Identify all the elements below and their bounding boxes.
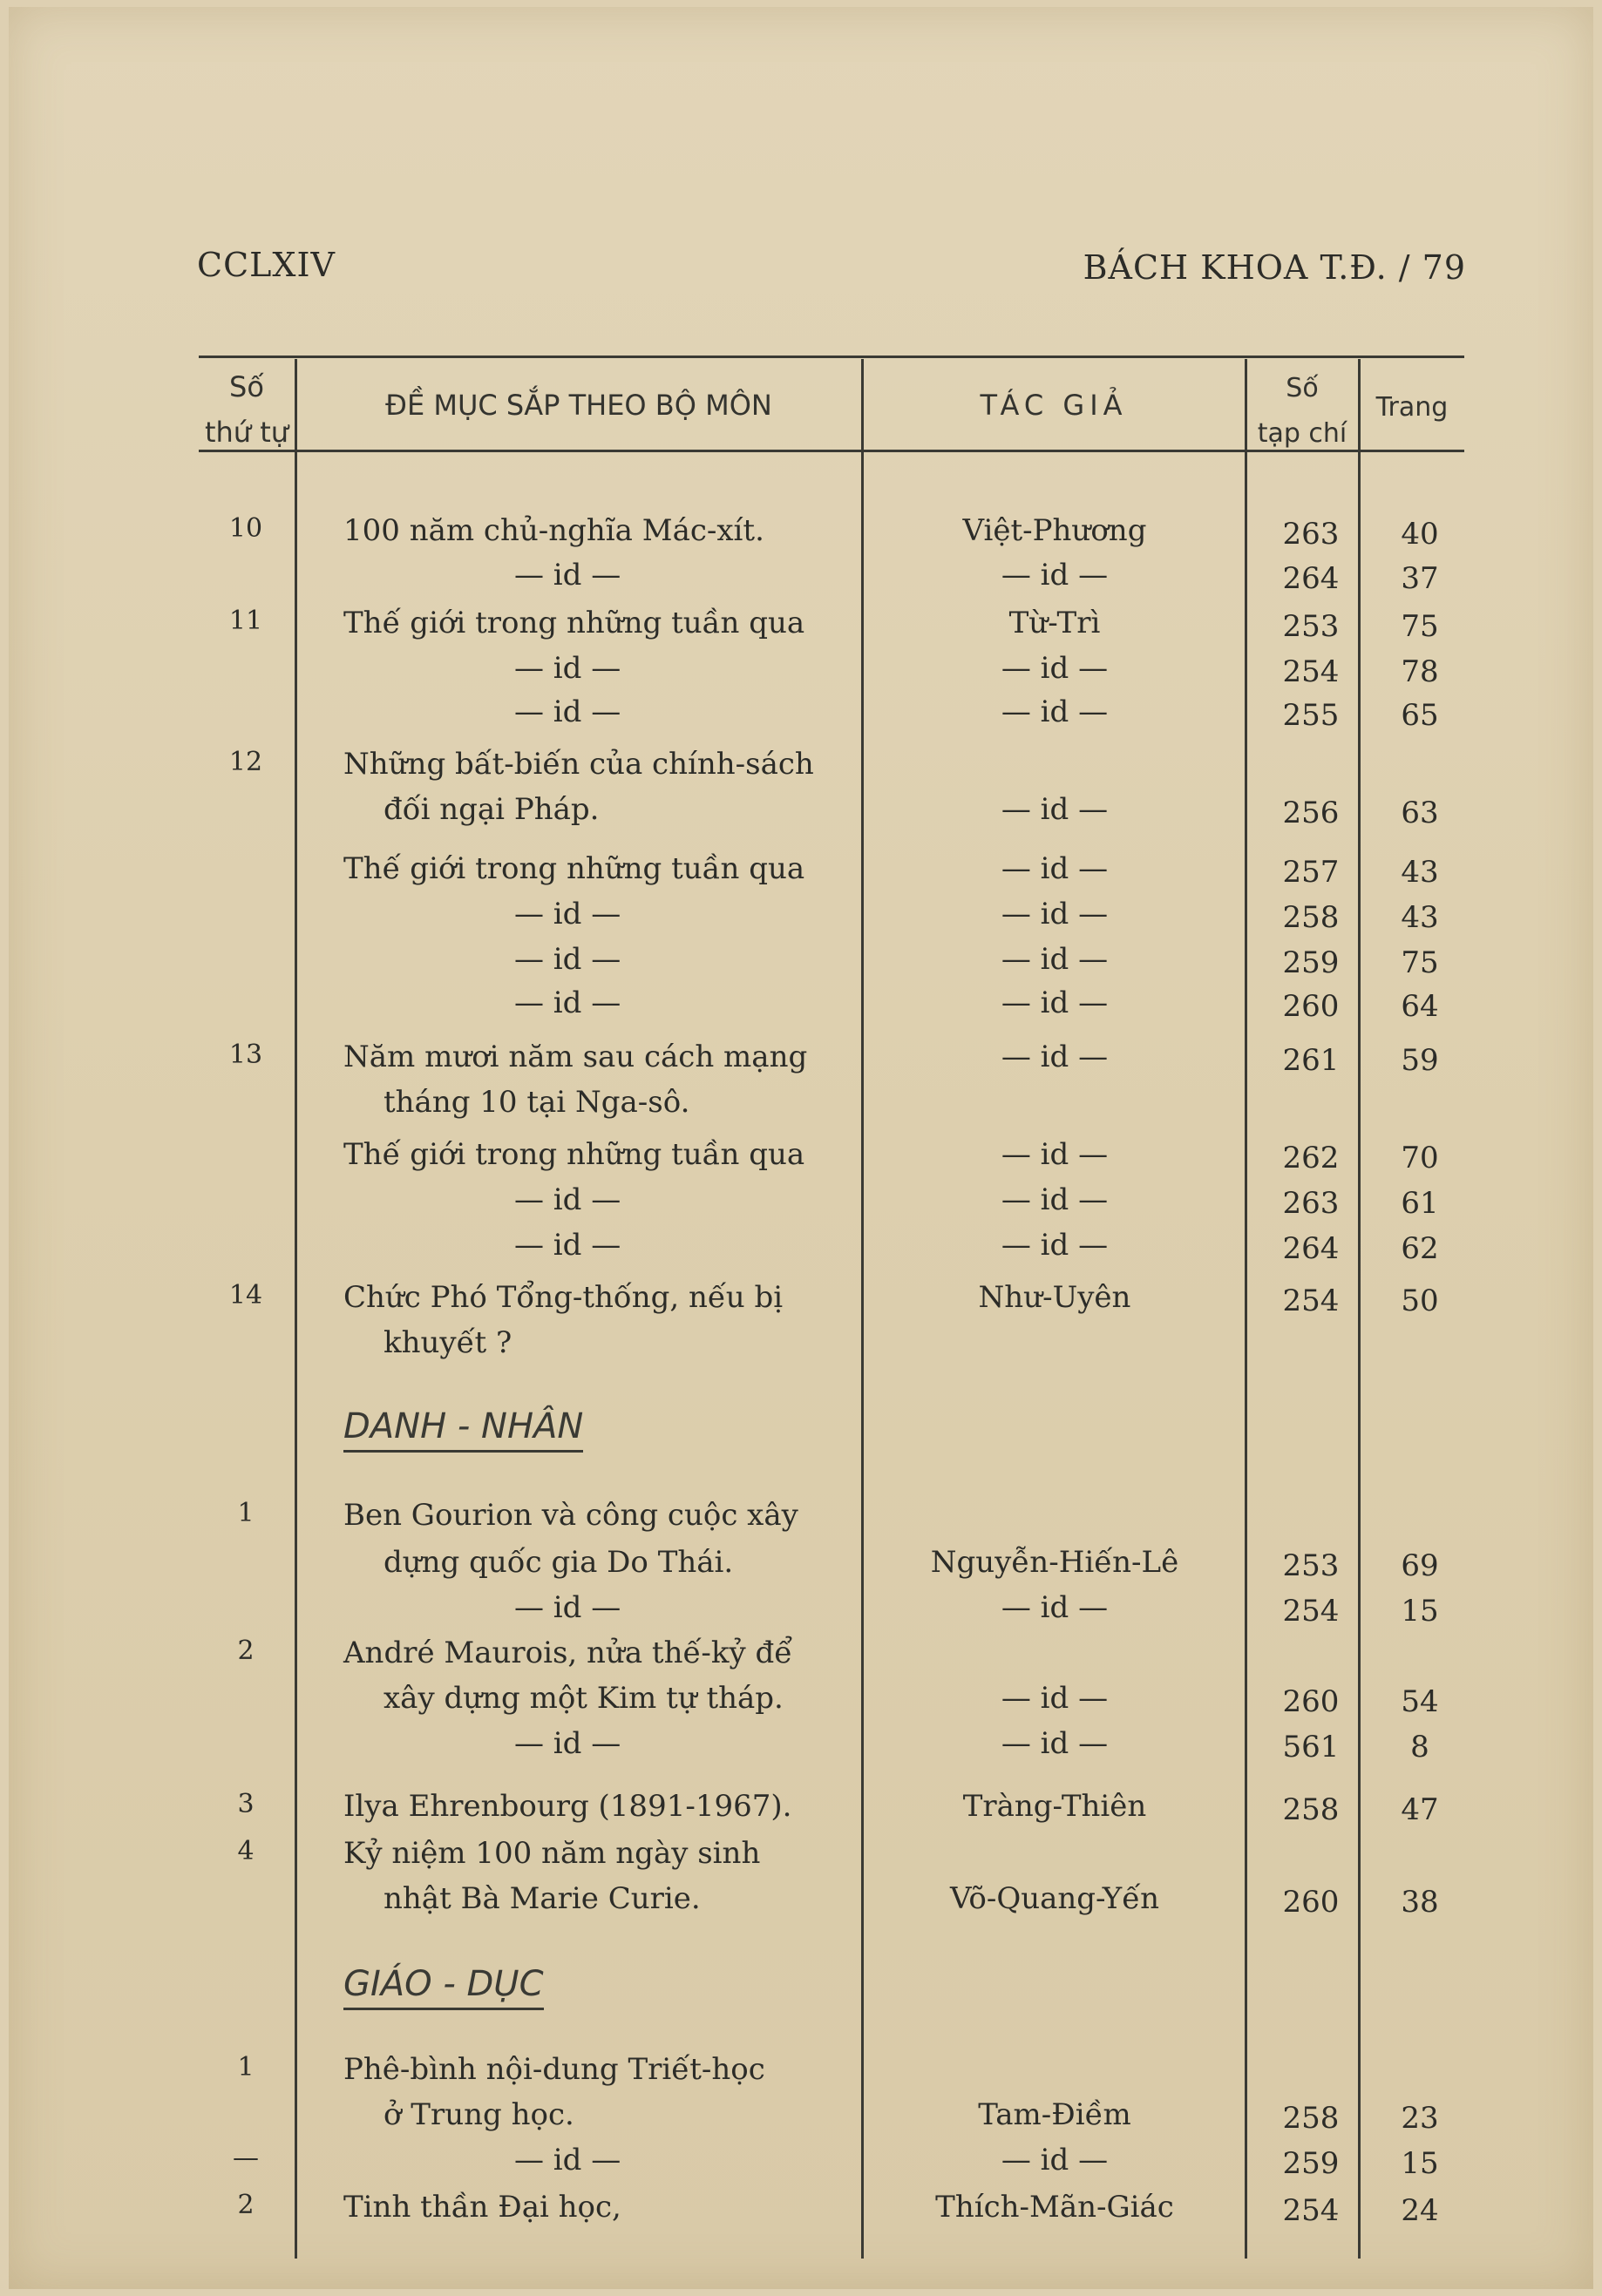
page-number: 50 — [1401, 1283, 1439, 1318]
entry-number: 2 — [237, 1636, 255, 1666]
page-roman-numeral: CCLXIV — [197, 246, 336, 284]
issue-number: 259 — [1282, 2146, 1340, 2181]
page-number: 15 — [1401, 1594, 1439, 1629]
page-number: 70 — [1401, 1141, 1439, 1175]
entry-author: Như-Uyên — [978, 1280, 1131, 1315]
table-top-rule — [199, 356, 1464, 358]
column-divider — [1245, 359, 1247, 2259]
entry-author: — id — — [1001, 1182, 1109, 1217]
entry-title: đối ngại Pháp. — [384, 792, 600, 827]
entry-author: Thích-Mãn-Giác — [935, 2190, 1174, 2225]
page-number: 15 — [1401, 2146, 1439, 2181]
entry-title: — id — — [514, 985, 621, 1020]
entry-title: — id — — [514, 1182, 621, 1217]
entry-number: 11 — [228, 606, 263, 636]
col-header-author: TÁC GIẢ — [980, 389, 1128, 422]
issue-number: 255 — [1282, 698, 1340, 733]
col-header-title: ĐỀ MỤC SẮP THEO BỘ MÔN — [385, 389, 772, 422]
entry-title: André Maurois, nửa thế-kỷ để — [343, 1636, 793, 1670]
entry-number: 12 — [228, 747, 263, 777]
entry-title: — id — — [514, 558, 621, 593]
column-divider — [861, 359, 864, 2259]
issue-number: 261 — [1282, 1043, 1340, 1078]
issue-number: 561 — [1282, 1730, 1340, 1764]
issue-number: 254 — [1282, 654, 1340, 689]
issue-number: 260 — [1282, 1684, 1340, 1719]
page-number: 43 — [1401, 855, 1439, 890]
page-number: 69 — [1401, 1548, 1439, 1583]
entry-author: — id — — [1001, 2143, 1109, 2177]
running-header: BÁCH KHOA T.Đ. / 79 — [1083, 248, 1466, 287]
entry-author: Việt-Phương — [962, 513, 1147, 548]
issue-number: 264 — [1282, 561, 1340, 596]
entry-title: Chức Phó Tổng-thống, nếu bị — [343, 1280, 784, 1315]
entry-number: 4 — [237, 1836, 255, 1866]
issue-number: 258 — [1282, 1792, 1340, 1827]
page-number: 64 — [1401, 989, 1439, 1024]
issue-number: 254 — [1282, 2193, 1340, 2228]
entry-title: ở Trung học. — [384, 2097, 574, 2132]
entry-number: 1 — [237, 2052, 255, 2083]
entry-title: Năm mươi năm sau cách mạng — [343, 1040, 808, 1074]
entry-author: — id — — [1001, 651, 1109, 686]
entry-number: 3 — [237, 1789, 255, 1819]
entry-number: 1 — [237, 1498, 255, 1528]
entry-author: Võ-Quang-Yến — [949, 1881, 1160, 1916]
page-number: 40 — [1401, 517, 1439, 552]
page-number: 62 — [1401, 1231, 1439, 1266]
entry-title: Thế giới trong những tuần qua — [343, 606, 805, 640]
issue-number: 256 — [1282, 796, 1340, 830]
entry-title: — id — — [514, 1228, 621, 1263]
page-number: 54 — [1401, 1684, 1439, 1719]
issue-number: 254 — [1282, 1283, 1340, 1318]
entry-title: — id — — [514, 651, 621, 686]
page-number: 78 — [1401, 654, 1439, 689]
issue-number: 257 — [1282, 855, 1340, 890]
entry-author: — id — — [1001, 792, 1109, 827]
issue-number: 258 — [1282, 900, 1340, 935]
page-number: 65 — [1401, 698, 1439, 733]
entry-title: xây dựng một Kim tự tháp. — [384, 1681, 784, 1716]
issue-number: 263 — [1282, 517, 1340, 552]
entry-author: Tràng-Thiên — [962, 1789, 1147, 1824]
col-header-issue: Số tạp chí — [1257, 373, 1347, 449]
entry-title: Tinh thần Đại học, — [343, 2190, 621, 2225]
entry-title: Phê-bình nội-dung Triết-học — [343, 2052, 765, 2087]
entry-author: — id — — [1001, 1040, 1109, 1074]
issue-number: 264 — [1282, 1231, 1340, 1266]
entry-title: tháng 10 tại Nga-sô. — [384, 1085, 690, 1120]
page-number: 75 — [1401, 609, 1439, 644]
page-number: 63 — [1401, 796, 1439, 830]
page-number: 8 — [1410, 1730, 1429, 1764]
entry-title: — id — — [514, 942, 621, 977]
entry-number: 10 — [228, 513, 263, 544]
page-number: 24 — [1401, 2193, 1439, 2228]
entry-title: Kỷ niệm 100 năm ngày sinh — [343, 1836, 761, 1871]
page-number: 23 — [1401, 2101, 1439, 2136]
entry-author: — id — — [1001, 851, 1109, 886]
issue-number: 253 — [1282, 1548, 1340, 1583]
issue-number: 258 — [1282, 2101, 1340, 2136]
entry-title: Ben Gourion và công cuộc xây — [343, 1498, 798, 1533]
entry-title: Những bất-biến của chính-sách — [343, 747, 814, 782]
entry-author: — id — — [1001, 1590, 1109, 1625]
entry-title: Thế giới trong những tuần qua — [343, 851, 805, 886]
entry-title: — id — — [514, 2143, 621, 2177]
page-number: 75 — [1401, 945, 1439, 980]
col-header-page: Trang — [1375, 392, 1449, 423]
entry-author: — id — — [1001, 1726, 1109, 1761]
section-heading: GIÁO - DỤC — [343, 1964, 544, 2010]
page-number: 37 — [1401, 561, 1439, 596]
issue-number: 260 — [1282, 989, 1340, 1024]
entry-title: — id — — [514, 897, 621, 931]
issue-number: 262 — [1282, 1141, 1340, 1175]
column-divider — [295, 359, 297, 2259]
entry-number: 2 — [237, 2190, 255, 2220]
issue-number: 254 — [1282, 1594, 1340, 1629]
entry-author: Từ-Trì — [1008, 606, 1101, 640]
col-header-number: Số thứ tự — [204, 370, 289, 449]
entry-title: Thế giới trong những tuần qua — [343, 1137, 805, 1172]
entry-title: nhật Bà Marie Curie. — [384, 1881, 701, 1916]
entry-author: Tam-Điềm — [978, 2097, 1131, 2132]
entry-author: — id — — [1001, 558, 1109, 593]
page-number: 59 — [1401, 1043, 1439, 1078]
entry-author: — id — — [1001, 1681, 1109, 1716]
entry-title: khuyết ? — [384, 1325, 513, 1360]
page-number: 61 — [1401, 1186, 1439, 1221]
entry-author: — id — — [1001, 1228, 1109, 1263]
section-heading: DANH - NHÂN — [343, 1406, 583, 1453]
entry-title: — id — — [514, 694, 621, 729]
issue-number: 260 — [1282, 1885, 1340, 1920]
page-number: 47 — [1401, 1792, 1439, 1827]
issue-number: 253 — [1282, 609, 1340, 644]
entry-title: — id — — [514, 1590, 621, 1625]
entry-author: — id — — [1001, 897, 1109, 931]
entry-author: — id — — [1001, 1137, 1109, 1172]
entry-author: — id — — [1001, 694, 1109, 729]
issue-number: 263 — [1282, 1186, 1340, 1221]
issue-number: 259 — [1282, 945, 1340, 980]
page-number: 43 — [1401, 900, 1439, 935]
entry-author: — id — — [1001, 985, 1109, 1020]
entry-number: 13 — [228, 1040, 263, 1070]
entry-number: 14 — [228, 1280, 263, 1311]
entry-title: dựng quốc gia Do Thái. — [384, 1545, 734, 1580]
entry-author: Nguyễn-Hiến-Lê — [930, 1545, 1179, 1580]
entry-title: 100 năm chủ-nghĩa Mác-xít. — [343, 513, 764, 548]
entry-title: — id — — [514, 1726, 621, 1761]
entry-number: — — [233, 2143, 259, 2173]
entry-title: Ilya Ehrenbourg (1891-1967). — [343, 1789, 792, 1824]
page-number: 38 — [1401, 1885, 1439, 1920]
entry-author: — id — — [1001, 942, 1109, 977]
